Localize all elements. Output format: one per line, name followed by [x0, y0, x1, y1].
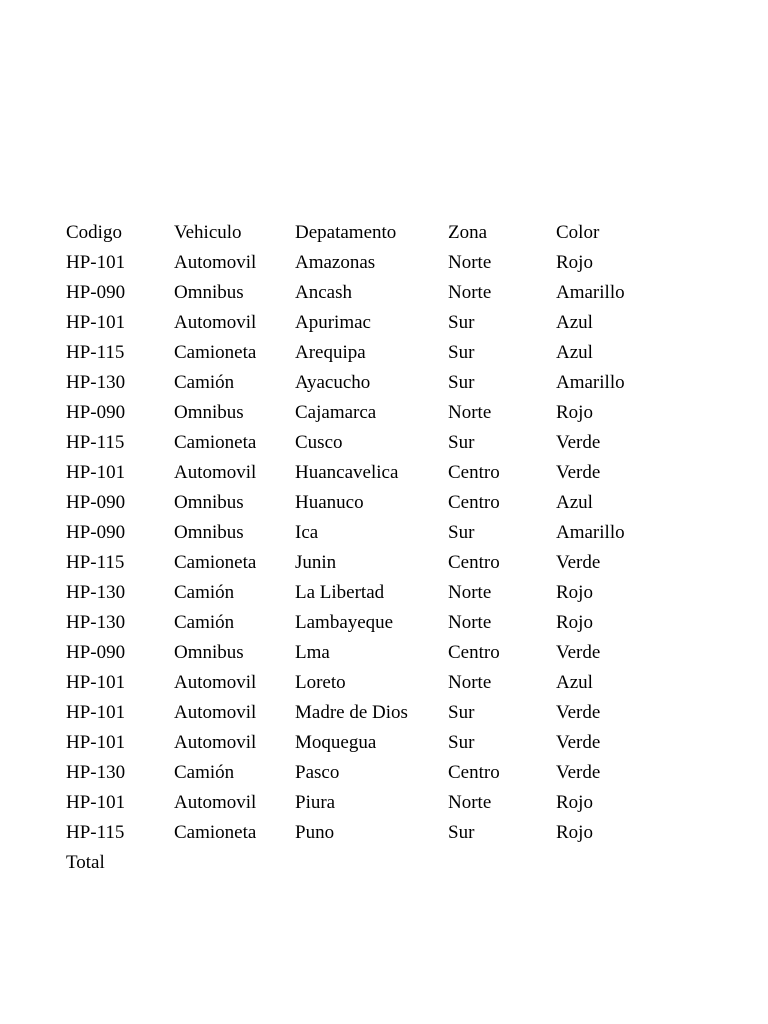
cell-color: Rojo — [556, 612, 593, 633]
table-row — [66, 428, 666, 458]
table-body — [66, 218, 666, 878]
table-row — [66, 758, 666, 788]
cell-color: Rojo — [556, 252, 593, 273]
cell-zona: Centro — [448, 492, 500, 513]
cell-departamento: Pasco — [295, 762, 340, 783]
cell-vehiculo: Automovil — [174, 702, 257, 723]
cell-departamento: Ica — [295, 522, 319, 543]
cell-zona: Sur — [448, 432, 475, 453]
cell-codigo: HP-130 — [66, 762, 126, 783]
cell-zona: Norte — [448, 282, 492, 303]
cell-departamento: Moquegua — [295, 732, 377, 753]
total-empty-cell — [174, 848, 295, 878]
cell-vehiculo: Camioneta — [174, 822, 257, 843]
cell-vehiculo: Omnibus — [174, 522, 244, 543]
cell-color: Amarillo — [556, 372, 625, 393]
cell-color: Verde — [556, 432, 601, 453]
cell-vehiculo: Camión — [174, 612, 235, 633]
cell-color: Rojo — [556, 792, 593, 813]
table-row — [66, 548, 666, 578]
cell-color: Verde — [556, 462, 601, 483]
cell-vehiculo: Camión — [174, 762, 235, 783]
cell-zona: Norte — [448, 672, 492, 693]
cell-codigo: HP-115 — [66, 822, 125, 843]
table-row — [66, 728, 666, 758]
table-row — [66, 338, 666, 368]
cell-vehiculo: Automovil — [174, 312, 257, 333]
cell-vehiculo: Omnibus — [174, 492, 244, 513]
cell-departamento: La Libertad — [295, 582, 385, 603]
cell-departamento: Madre de Dios — [295, 702, 408, 723]
table-row — [66, 518, 666, 548]
cell-codigo: HP-090 — [66, 282, 126, 303]
cell-codigo: HP-101 — [66, 252, 126, 273]
data-table — [66, 218, 666, 878]
cell-color: Verde — [556, 762, 601, 783]
cell-vehiculo: Omnibus — [174, 282, 244, 303]
cell-codigo: HP-101 — [66, 462, 126, 483]
cell-departamento: Lambayeque — [295, 612, 394, 633]
header-cell-vehiculo: Vehiculo — [174, 222, 242, 243]
cell-codigo: HP-115 — [66, 552, 125, 573]
cell-vehiculo: Automovil — [174, 462, 257, 483]
cell-codigo: HP-090 — [66, 402, 126, 423]
total-label: Total — [66, 852, 105, 873]
cell-codigo: HP-101 — [66, 702, 126, 723]
cell-zona: Centro — [448, 552, 500, 573]
cell-departamento: Arequipa — [295, 342, 366, 363]
total-empty-cell — [295, 848, 448, 878]
cell-codigo: HP-130 — [66, 612, 126, 633]
table-row — [66, 668, 666, 698]
cell-color: Rojo — [556, 822, 593, 843]
cell-codigo: HP-101 — [66, 732, 126, 753]
cell-codigo: HP-115 — [66, 342, 125, 363]
cell-codigo: HP-101 — [66, 312, 126, 333]
cell-vehiculo: Omnibus — [174, 402, 244, 423]
cell-zona: Sur — [448, 522, 475, 543]
cell-vehiculo: Camión — [174, 582, 235, 603]
cell-departamento: Loreto — [295, 672, 346, 693]
cell-vehiculo: Camioneta — [174, 432, 257, 453]
cell-zona: Sur — [448, 702, 475, 723]
table-row — [66, 488, 666, 518]
cell-codigo: HP-115 — [66, 432, 125, 453]
cell-color: Verde — [556, 702, 601, 723]
cell-codigo: HP-101 — [66, 672, 126, 693]
cell-color: Verde — [556, 642, 601, 663]
cell-color: Amarillo — [556, 282, 625, 303]
cell-color: Rojo — [556, 582, 593, 603]
cell-zona: Centro — [448, 462, 500, 483]
table-row — [66, 608, 666, 638]
cell-zona: Norte — [448, 612, 492, 633]
cell-color: Rojo — [556, 402, 593, 423]
table-row — [66, 578, 666, 608]
cell-color: Azul — [556, 492, 593, 513]
cell-zona: Sur — [448, 732, 475, 753]
total-empty-cell — [556, 848, 666, 878]
table-row — [66, 278, 666, 308]
cell-color: Azul — [556, 672, 593, 693]
cell-color: Verde — [556, 732, 601, 753]
header-cell-zona: Zona — [448, 222, 488, 243]
table-row — [66, 368, 666, 398]
cell-vehiculo: Omnibus — [174, 642, 244, 663]
cell-departamento: Amazonas — [295, 252, 376, 273]
cell-departamento: Lma — [295, 642, 330, 663]
cell-departamento: Huancavelica — [295, 462, 399, 483]
header-cell-departamento: Depatamento — [295, 222, 397, 243]
cell-codigo: HP-101 — [66, 792, 126, 813]
cell-vehiculo: Automovil — [174, 252, 257, 273]
cell-zona: Centro — [448, 762, 500, 783]
cell-departamento: Junin — [295, 552, 337, 573]
cell-vehiculo: Automovil — [174, 732, 257, 753]
cell-departamento: Cajamarca — [295, 402, 377, 423]
table-row — [66, 818, 666, 848]
cell-codigo: HP-090 — [66, 492, 126, 513]
table-row — [66, 698, 666, 728]
cell-color: Amarillo — [556, 522, 625, 543]
total-row — [66, 848, 666, 878]
table-row — [66, 308, 666, 338]
cell-zona: Sur — [448, 342, 475, 363]
cell-vehiculo: Automovil — [174, 672, 257, 693]
header-cell-codigo: Codigo — [66, 222, 122, 243]
cell-zona: Norte — [448, 792, 492, 813]
cell-vehiculo: Camioneta — [174, 552, 257, 573]
cell-departamento: Ancash — [295, 282, 352, 303]
cell-codigo: HP-130 — [66, 372, 126, 393]
table-row — [66, 248, 666, 278]
cell-codigo: HP-090 — [66, 642, 126, 663]
header-cell-color: Color — [556, 222, 600, 243]
cell-departamento: Puno — [295, 822, 335, 843]
cell-zona: Centro — [448, 642, 500, 663]
cell-color: Verde — [556, 552, 601, 573]
cell-vehiculo: Camioneta — [174, 342, 257, 363]
header-row — [66, 218, 666, 248]
cell-codigo: HP-090 — [66, 522, 126, 543]
cell-departamento: Apurimac — [295, 312, 371, 333]
total-empty-cell — [448, 848, 556, 878]
cell-vehiculo: Camión — [174, 372, 235, 393]
cell-codigo: HP-130 — [66, 582, 126, 603]
cell-departamento: Huanuco — [295, 492, 364, 513]
table-row — [66, 638, 666, 668]
cell-departamento: Piura — [295, 792, 336, 813]
table-row — [66, 458, 666, 488]
cell-departamento: Cusco — [295, 432, 343, 453]
cell-zona: Norte — [448, 582, 492, 603]
cell-departamento: Ayacucho — [295, 372, 371, 393]
cell-zona: Sur — [448, 312, 475, 333]
cell-color: Azul — [556, 342, 593, 363]
cell-zona: Sur — [448, 372, 475, 393]
cell-vehiculo: Automovil — [174, 792, 257, 813]
table-row — [66, 398, 666, 428]
cell-zona: Norte — [448, 402, 492, 423]
cell-zona: Norte — [448, 252, 492, 273]
cell-zona: Sur — [448, 822, 475, 843]
table-row — [66, 788, 666, 818]
cell-color: Azul — [556, 312, 593, 333]
